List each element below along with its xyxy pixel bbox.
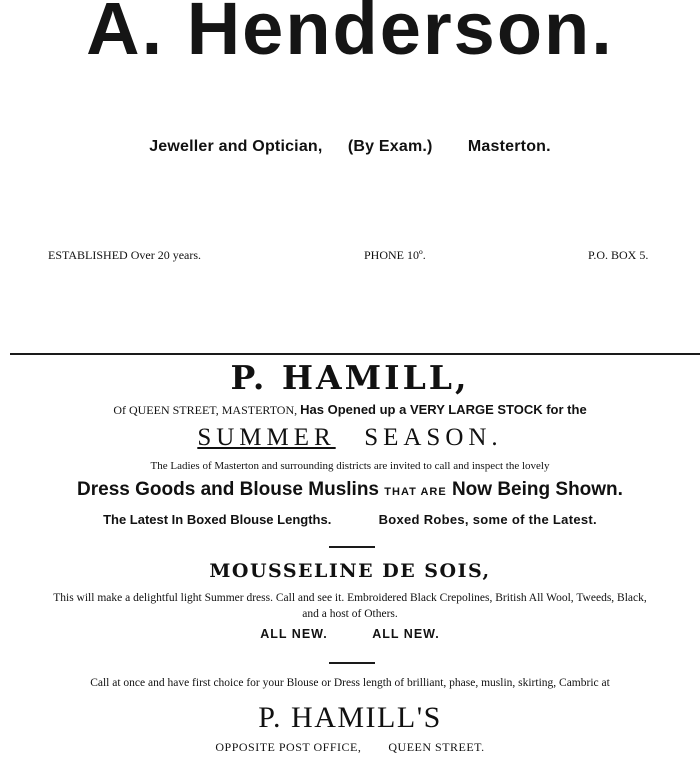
jeweller-text: Jeweller and Optician,	[149, 138, 323, 155]
all-new-line	[0, 627, 700, 641]
divider-rule	[10, 353, 700, 355]
established-text: ESTABLISHED Over 20 years.	[48, 248, 202, 262]
stock-text: Has Opened up a VERY LARGE STOCK for the	[300, 402, 587, 417]
dress-goods-line	[0, 479, 700, 501]
dress-goods-text: Dress Goods and Blouse Muslins	[77, 479, 379, 500]
street-text: QUEEN STREET.	[388, 740, 485, 754]
now-being-text: Now Being Shown.	[451, 479, 623, 500]
phone-text: PHONE 10º.	[364, 248, 426, 262]
henderson-subtitle	[0, 138, 700, 156]
short-divider	[329, 662, 375, 664]
town-text: Masterton.	[467, 138, 551, 155]
latest-line	[0, 512, 700, 527]
hamills-name: P. HAMILL'S	[258, 701, 442, 734]
that-are-text: THAT ARE	[384, 486, 447, 498]
latest-right-text: Boxed Robes, some of the Latest.	[378, 512, 597, 527]
exam-text: (By Exam.)	[347, 138, 433, 155]
season-word-summer: SUMMER	[197, 424, 336, 451]
address-text: Of QUEEN STREET, MASTERTON,	[113, 403, 298, 417]
hamill-name: P. HAMILL,	[230, 358, 470, 397]
ladies-invitation: The Ladies of Masterton and surrounding districts are invited to call and inspect the lovely	[150, 460, 550, 472]
opposite-line	[0, 740, 700, 755]
short-divider	[329, 546, 375, 548]
all-new-second: ALL NEW.	[372, 627, 440, 641]
hamill-address-line	[0, 402, 700, 418]
season-word-season: SEASON.	[364, 424, 503, 451]
henderson-title: A. Henderson.	[86, 0, 614, 70]
host-of-others-text: and a host of Others.	[302, 608, 398, 620]
season-heading	[0, 424, 700, 452]
mousseline-heading: MOUSSELINE DE SOIS,	[209, 560, 491, 582]
pobox-text: P.O. BOX 5.	[588, 248, 649, 262]
all-new-first: ALL NEW.	[260, 627, 328, 641]
summer-dress-text: This will make a delightful light Summer dress. Call and see it. Embroidered Black Crepolines, British All Wool, Tweeds, Black,	[53, 592, 647, 604]
latest-left-text: The Latest In Boxed Blouse Lengths.	[103, 512, 332, 527]
opposite-text: OPPOSITE POST OFFICE,	[215, 740, 362, 754]
call-once-text: Call at once and have first choice for your Blouse or Dress length of brilliant, phase, muslin, skirting, Cambric at	[90, 677, 610, 689]
